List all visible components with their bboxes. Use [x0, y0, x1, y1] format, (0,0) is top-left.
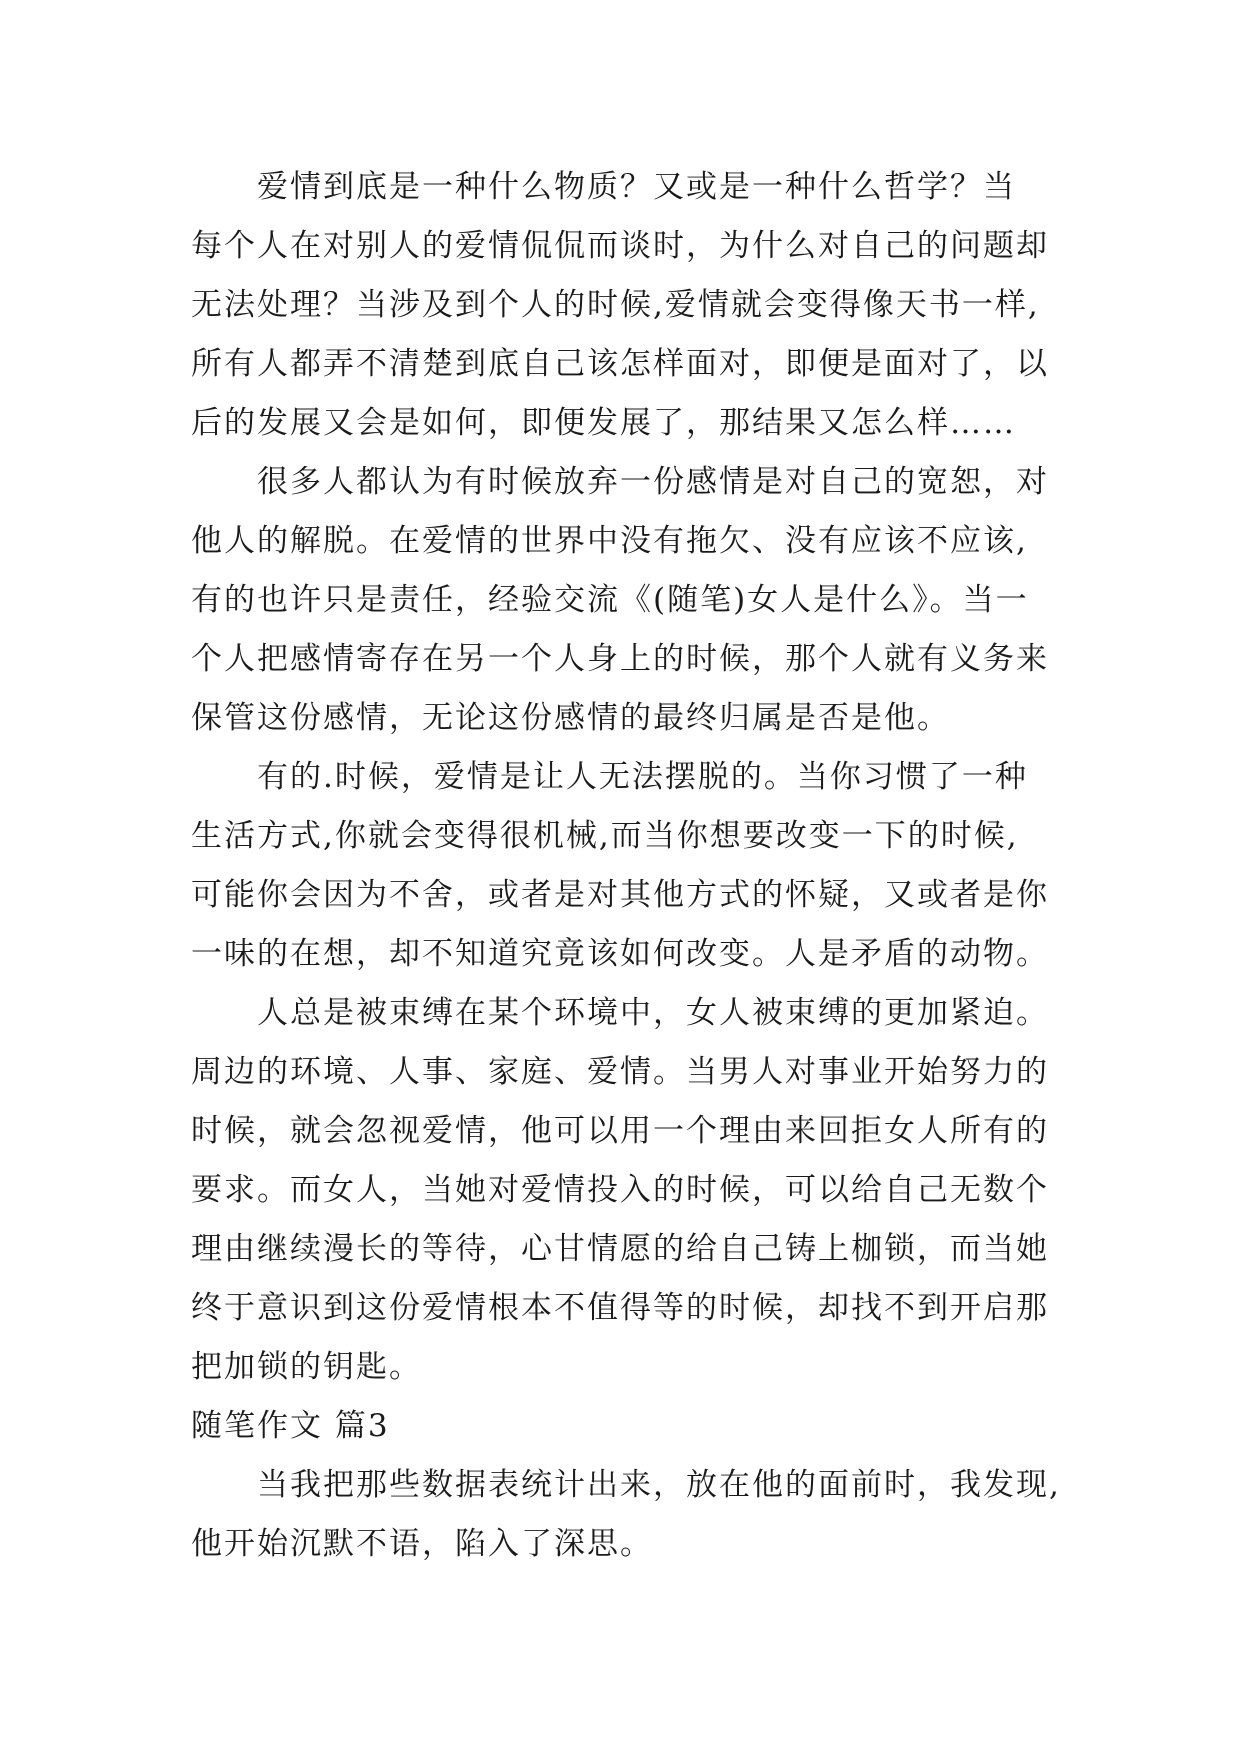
text-line: 个人把感情寄存在另一个人身上的时候，那个人就有义务来 [191, 641, 1049, 677]
text-line: 当我把那些数据表统计出来，放在他的面前时，我发现, [257, 1467, 1061, 1503]
text-line: 理由继续漫长的等待，心甘情愿的给自己铸上枷锁，而当她 [191, 1231, 1049, 1267]
text-line: 他人的解脱。在爱情的世界中没有拖欠、没有应该不应该, [191, 523, 1028, 559]
text-line: 时候，就会忽视爱情，他可以用一个理由来回拒女人所有的 [191, 1113, 1049, 1149]
document-body [191, 158, 1081, 1574]
text-line: 把加锁的钥匙。 [191, 1349, 422, 1385]
paragraph-1 [191, 158, 1081, 453]
text-line: 终于意识到这份爱情根本不值得等的时候，却找不到开启那 [191, 1290, 1049, 1326]
text-line: 很多人都认为有时候放弃一份感情是对自己的宽恕，对 [257, 464, 1049, 500]
text-line: 无法处理？当涉及到个人的时候,爱情就会变得像天书一样, [191, 287, 1040, 323]
text-line: 要求。而女人，当她对爱情投入的时候，可以给自己无数个 [191, 1172, 1049, 1208]
text-line: 保管这份感情，无论这份感情的最终归属是否是他。 [191, 700, 950, 736]
text-line: 爱情到底是一种什么物质？又或是一种什么哲学？当 [257, 169, 1016, 205]
text-line: 后的发展又会是如何，即便发展了，那结果又怎么样…… [191, 405, 1016, 441]
text-line: 一味的在想，却不知道究竟该如何改变。人是矛盾的动物。 [191, 936, 1049, 972]
text-line: 所有人都弄不清楚到底自己该怎样面对，即便是面对了，以 [191, 346, 1049, 382]
text-line: 人总是被束缚在某个环境中，女人被束缚的更加紧迫。 [257, 995, 1049, 1031]
text-line: 生活方式,你就会变得很机械,而当你想要改变一下的时候, [191, 818, 1019, 854]
paragraph-4 [191, 984, 1081, 1397]
paragraph-2 [191, 453, 1081, 748]
text-line: 周边的环境、人事、家庭、爱情。当男人对事业开始努力的 [191, 1054, 1049, 1090]
text-line: 他开始沉默不语，陷入了深思。 [191, 1526, 653, 1562]
section-heading: 随笔作文 篇3 [191, 1408, 390, 1444]
text-line: 可能你会因为不舍，或者是对其他方式的怀疑，又或者是你 [191, 877, 1049, 913]
section-paragraph-1 [191, 1456, 1081, 1574]
text-line: 每个人在对别人的爱情侃侃而谈时，为什么对自己的问题却 [191, 228, 1049, 264]
text-line: 有的也许只是责任，经验交流《(随笔)女人是什么》。当一 [191, 582, 1029, 618]
text-line: 有的.时候，爱情是让人无法摆脱的。当你习惯了一种 [257, 759, 1028, 795]
paragraph-3 [191, 748, 1081, 984]
